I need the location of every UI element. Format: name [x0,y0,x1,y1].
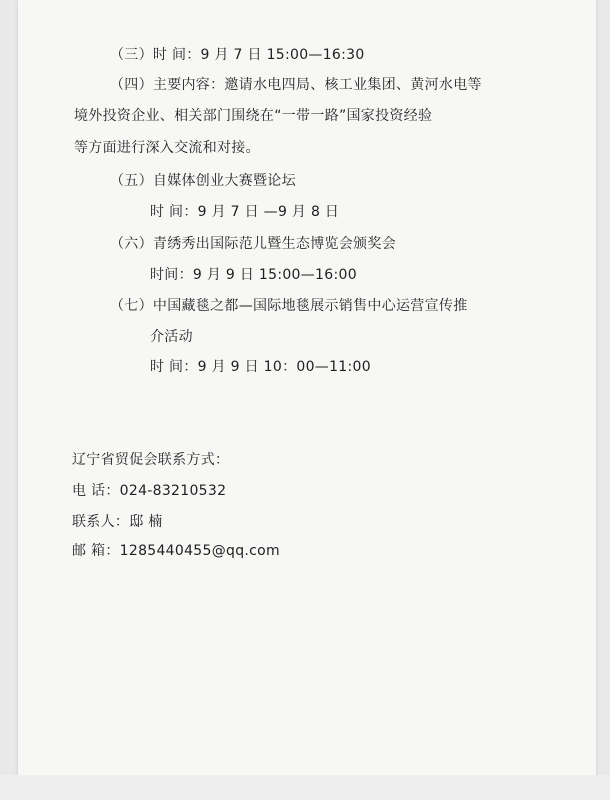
contact-phone: 电 话：024-83210532 [72,483,227,499]
contact-heading: 辽宁省贸促会联系方式： [72,452,230,468]
item6-time: 时间：9 月 9 日 15:00—16:00 [150,267,357,283]
contact-person: 联系人：邸 楠 [72,514,163,530]
item7-time: 时 间：9 月 9 日 10：00—11:00 [150,359,371,375]
item5-time: 时 间：9 月 7 日 —9 月 8 日 [150,204,340,220]
item4-line-2: 境外投资企业、相关部门围绕在“一带一路”国家投资经验 [74,108,433,124]
item4-line-1: （四）主要内容：邀请水电四局、核工业集团、黄河水电等 [110,77,482,93]
item7-line-2: 介活动 [150,329,193,345]
bottom-strip [0,775,610,800]
item6-title: （六）青绣秀出国际范儿暨生态博览会颁奖会 [110,236,396,252]
item5-title: （五）自媒体创业大赛暨论坛 [110,173,296,189]
item7-line-1: （七）中国藏毯之都—国际地毯展示销售中心运营宣传推 [110,298,468,314]
item3-time: （三）时 间：9 月 7 日 15:00—16:30 [110,47,365,63]
item4-line-3: 等方面进行深入交流和对接。 [74,140,260,156]
document-page [18,0,596,800]
contact-email: 邮 箱：1285440455@qq.com [72,543,280,559]
